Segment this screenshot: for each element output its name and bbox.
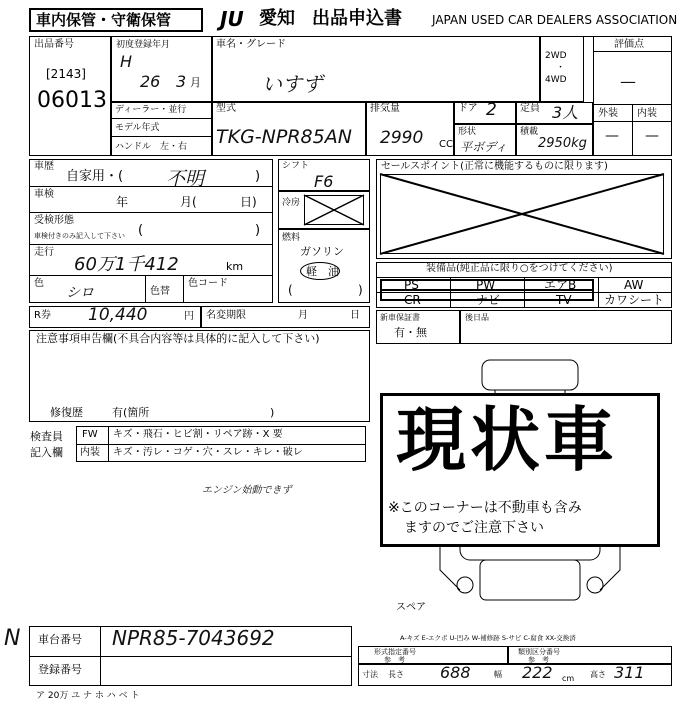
equip-aw: AW xyxy=(624,278,644,292)
doors-label: ドア xyxy=(458,103,478,114)
type-value: TKG-NPR85AN xyxy=(216,126,352,148)
registration-year: 26 xyxy=(140,72,161,91)
inspection-label: 車検 xyxy=(34,189,54,200)
displacement-unit: CC xyxy=(439,139,453,150)
history-label: 車歴 xyxy=(34,161,54,172)
interior-value: — xyxy=(645,128,659,144)
fuel-gasoline: ガソリン xyxy=(300,245,344,258)
receive-open: ( xyxy=(138,223,144,238)
width-unit: cm xyxy=(562,674,575,683)
drive-4wd: 4WD xyxy=(545,75,567,85)
registration-era: H xyxy=(120,52,133,71)
notes-label: 注意事項申告欄(不具合内容等は具体的に記入して下さい) xyxy=(36,332,320,345)
hist-line-2 xyxy=(29,212,273,213)
history-close: ) xyxy=(255,169,261,184)
stamp-title: 現状車 xyxy=(396,399,618,481)
mileage-unit: km xyxy=(226,260,244,273)
equipment-label: 装備品(純正品に限り○をつけてください) xyxy=(426,263,613,274)
registration-month-unit: 月 xyxy=(190,76,201,89)
equip-pw: PW xyxy=(476,278,496,292)
sales-point-cross xyxy=(380,174,664,254)
aircon-label: 冷房 xyxy=(282,198,301,208)
inspector-label-2: 記入欄 xyxy=(30,446,63,459)
drive-2wd: 2WD xyxy=(545,51,567,61)
equip-cr: CR xyxy=(404,293,421,307)
mileage-label: 走行 xyxy=(34,247,54,258)
interior-insp-label: 内装 xyxy=(80,447,100,458)
equip-split-3 xyxy=(598,277,599,308)
handle-label: ハンドル 左・右 xyxy=(115,142,188,152)
hist-line-1 xyxy=(29,186,273,187)
equip-tv: TV xyxy=(556,293,572,307)
receive-label: 受検形態 xyxy=(34,215,74,226)
fuel-diesel: 軽 油 xyxy=(306,265,339,278)
inspection-day: 日) xyxy=(240,195,257,209)
equip-navi: ナビ xyxy=(476,293,501,307)
interior-insp-items: キズ・汚レ・コゲ・穴・スレ・キレ・破レ xyxy=(113,447,303,458)
name-change-day: 日 xyxy=(350,310,360,321)
fuel-diesel-circle xyxy=(300,262,340,280)
equip-ps: PS xyxy=(404,278,419,292)
dealer-label: ディーラー・並行 xyxy=(115,105,187,115)
fw-items: キズ・飛石・ヒビ割・リペア跡・X 要 xyxy=(113,429,283,440)
damage-legend: A-キズ E-エクボ U-凹み W-補修跡 S-サビ C-腐食 XX-交換済 xyxy=(400,634,576,642)
capacity-label: 定員 xyxy=(520,103,540,114)
mileage-value: 60万1千412 xyxy=(74,254,179,275)
receive-close: ) xyxy=(255,223,261,238)
shape-label: 形状 xyxy=(458,127,477,137)
type-label: 型式 xyxy=(216,103,236,114)
grade-divider xyxy=(593,51,672,52)
grade-value: — xyxy=(620,72,636,91)
inspector-comment: エンジン始動できず xyxy=(202,485,292,496)
designation-label: 形式指定番号 xyxy=(374,648,416,656)
fuel-label: 燃料 xyxy=(282,233,301,243)
margin-mark: N xyxy=(4,626,21,651)
association-name: JAPAN USED CAR DEALERS ASSOCIATION xyxy=(432,13,678,27)
equip-leather: カワシート xyxy=(604,293,665,307)
dealer-line-1 xyxy=(111,118,212,119)
post-items-cell xyxy=(460,310,672,344)
interior-label: 内装 xyxy=(637,108,657,119)
dims-label: 寸法 xyxy=(362,670,378,679)
chassis-value: NPR85-7043692 xyxy=(112,626,275,650)
model-value: いすず xyxy=(262,72,323,96)
width-label: 幅 xyxy=(494,670,502,679)
inspector-line xyxy=(76,444,366,445)
designation-sub: 参 考 xyxy=(384,656,405,664)
inspection-year: 年 xyxy=(116,195,129,209)
width-value: 222 xyxy=(522,663,553,682)
doors-value: 2 xyxy=(486,100,497,120)
load-value: 2950kg xyxy=(538,136,587,151)
warranty-label: 新車保証書 xyxy=(380,313,420,322)
chassis-label: 車台番号 xyxy=(38,633,82,646)
color-split-1 xyxy=(145,275,146,303)
history-value: 自家用・( xyxy=(66,169,124,184)
length-label: 長さ xyxy=(388,670,404,679)
dealer-line-2 xyxy=(111,136,212,137)
registration-label: 初度登録年月 xyxy=(116,40,171,50)
color-tone-label: 色替 xyxy=(150,286,170,297)
inspector-label-1: 検査員 xyxy=(30,430,63,443)
lot-label: 出品番号 xyxy=(34,39,74,50)
grade-split xyxy=(632,104,633,156)
color-split-2 xyxy=(183,275,184,303)
height-value: 311 xyxy=(614,663,645,682)
grade-label: 評価点 xyxy=(614,39,644,50)
name-change-month: 月 xyxy=(298,310,308,321)
chassis-split xyxy=(100,626,101,686)
brand-name: 愛知 xyxy=(259,8,295,29)
post-items-label: 後日品 xyxy=(465,313,489,322)
recycle-value: 10,440 xyxy=(88,305,148,325)
ju-logo: JU xyxy=(220,7,244,31)
shape-value: 平ボディ xyxy=(460,140,508,154)
capacity-value: 3人 xyxy=(552,103,579,122)
model-year-label: モデル年式 xyxy=(115,123,160,133)
stamp-note-2: ますのでご注意下さい xyxy=(404,520,544,536)
repair-label: 修復歴 xyxy=(50,406,83,419)
equip-airbag: エアB xyxy=(544,278,577,292)
sales-point-label: セールスポイント(正常に機能するものに限ります) xyxy=(381,161,608,172)
form-title: 出品申込書 xyxy=(312,8,402,29)
receive-note: 車検付きのみ記入して下さい xyxy=(34,232,125,240)
drive-sep: ・ xyxy=(556,63,566,73)
warranty-value: 有・無 xyxy=(394,326,427,339)
shift-value: F6 xyxy=(314,172,334,191)
fw-label: FW xyxy=(82,429,98,440)
color-code-label: 色コード xyxy=(188,278,228,289)
registration-month: 3 xyxy=(176,72,187,91)
recycle-unit: 円 xyxy=(184,311,194,322)
storage-label: 車内保管・守衛保管 xyxy=(36,11,172,29)
recycle-label: R券 xyxy=(34,310,51,321)
equip-strike xyxy=(380,279,594,301)
color-value: シロ xyxy=(66,285,94,301)
model-label: 車名・グレード xyxy=(216,39,286,50)
spare-label: スペア xyxy=(396,602,426,613)
shift-label: シフト xyxy=(282,161,310,171)
plate-label: 登録番号 xyxy=(38,663,82,676)
lot-sub-number: [2143] xyxy=(46,67,86,81)
color-label: 色 xyxy=(34,278,44,289)
repair-close: ) xyxy=(270,406,275,419)
fuel-close: ) xyxy=(358,283,363,297)
exterior-value: — xyxy=(605,128,619,144)
displacement-value: 2990 xyxy=(380,128,424,148)
grade-divider-3 xyxy=(593,121,672,122)
history-value-hw: 不明 xyxy=(166,168,205,190)
repair-value: 有(箇所 xyxy=(112,406,150,419)
length-value: 688 xyxy=(440,663,471,682)
category-sub: 参 考 xyxy=(528,656,549,664)
stamp-note-1: ※このコーナーは不動車も含み xyxy=(388,500,582,516)
fuel-open: ( xyxy=(288,283,293,297)
bottom-row: ア 20万 ユ ナ ホ ハ ベ ト xyxy=(36,691,140,701)
height-label: 高さ xyxy=(590,670,606,679)
exterior-label: 外装 xyxy=(598,108,618,119)
displacement-label: 排気量 xyxy=(370,103,400,114)
inspector-split xyxy=(108,426,109,462)
hist-line-3 xyxy=(29,244,273,245)
aircon-cross xyxy=(304,195,364,225)
chassis-line xyxy=(29,656,352,657)
lot-number: 06013 xyxy=(37,88,107,113)
category-label: 類別区分番号 xyxy=(518,648,560,656)
name-change-label: 名変期限 xyxy=(206,310,246,321)
load-label: 積載 xyxy=(520,127,539,137)
inspection-month: 月( xyxy=(180,195,197,209)
